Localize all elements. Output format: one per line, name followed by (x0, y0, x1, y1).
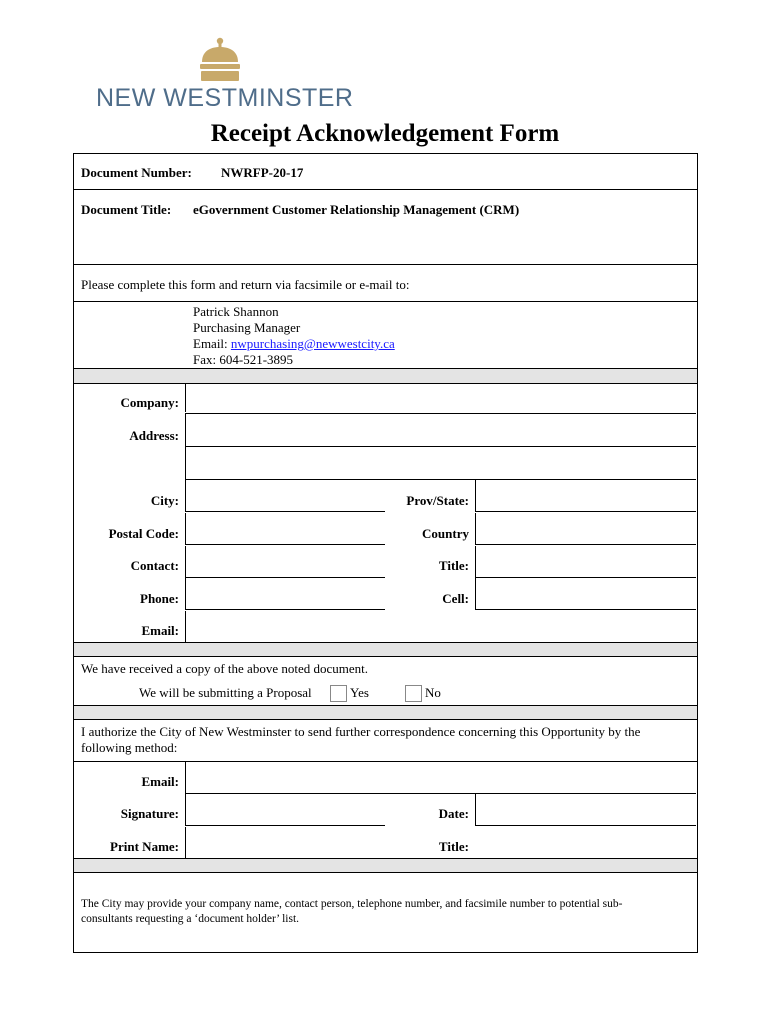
contact-email-line (193, 336, 395, 352)
phone-field-underline (185, 609, 385, 610)
postal-code-label: Postal Code: (108, 526, 179, 541)
city-field-underline (185, 511, 385, 512)
contact-role: Purchasing Manager (193, 320, 301, 335)
divider (74, 301, 697, 302)
email-label: Email: (141, 623, 179, 638)
authorize-statement-line1: I authorize the City of New Westminster to send further correspondence concerning this Opportunity by the (81, 724, 641, 739)
auth-title-label: Title: (438, 839, 469, 854)
cell-field[interactable] (476, 578, 696, 609)
country-field[interactable] (476, 513, 696, 544)
contact-label: Contact: (130, 558, 179, 573)
city-field[interactable] (186, 480, 384, 511)
date-label: Date: (438, 806, 469, 821)
doc-title-value: eGovernment Customer Relationship Management (CRM) (193, 202, 520, 217)
proposal-prompt: We will be submitting a Proposal (139, 685, 312, 700)
divider (74, 189, 697, 190)
section-separator (74, 705, 697, 720)
date-field-underline (475, 825, 696, 826)
form-title: Receipt Acknowledgement Form (210, 120, 560, 147)
city-label: City: (150, 493, 179, 508)
contact-fax: Fax: 604-521-3895 (193, 352, 294, 367)
auth-email-label: Email: (141, 774, 179, 789)
contact-field[interactable] (186, 546, 384, 576)
auth-email-field[interactable] (186, 762, 696, 793)
logo (196, 36, 244, 84)
signature-field-underline (185, 825, 385, 826)
address-label: Address: (129, 428, 179, 443)
yes-label: Yes (350, 685, 369, 700)
address-field-line1[interactable] (186, 414, 696, 445)
no-checkbox[interactable] (405, 685, 422, 702)
email-field[interactable] (186, 611, 696, 642)
section-separator (74, 642, 697, 657)
instructions-text: Please complete this form and return via facsimile or e-mail to: (81, 277, 410, 292)
no-label: No (425, 685, 441, 700)
yes-checkbox[interactable] (330, 685, 347, 702)
prov-state-label: Prov/State: (406, 493, 469, 508)
date-field[interactable] (476, 794, 696, 825)
footer-note (81, 897, 622, 927)
crown-icon (196, 36, 244, 84)
title-field[interactable] (476, 546, 696, 576)
title-label: Title: (438, 558, 469, 573)
doc-number-value: NWRFP-20-17 (221, 165, 304, 180)
prov-state-field[interactable] (476, 480, 696, 511)
authorize-statement-line2: following method: (81, 740, 178, 755)
contact-email-link[interactable]: nwpurchasing@newwestcity.ca (230, 336, 395, 351)
logo-wordmark: NEW WESTMINSTER (96, 84, 354, 112)
print-name-field[interactable] (186, 827, 384, 858)
auth-title-field[interactable] (476, 827, 696, 858)
divider (74, 264, 697, 265)
postal-code-field-underline (185, 544, 385, 545)
doc-title-label: Document Title: (81, 202, 172, 217)
print-name-label: Print Name: (110, 839, 179, 854)
cell-field-underline (475, 609, 696, 610)
postal-code-field[interactable] (186, 513, 384, 544)
country-label: Country (422, 526, 469, 541)
section-separator (74, 368, 697, 384)
phone-field[interactable] (186, 578, 384, 609)
prov-state-field-underline (475, 511, 696, 512)
contact-name: Patrick Shannon (193, 304, 279, 319)
doc-number-label: Document Number: (81, 165, 192, 180)
footer-line2: consultants requesting a ‘document holder’ list. (81, 913, 300, 925)
signature-label: Signature: (120, 806, 179, 821)
company-label: Company: (120, 395, 179, 410)
contact-email-prefix: Email: (193, 336, 231, 351)
country-field-underline (475, 544, 696, 545)
address-field-line2[interactable] (186, 447, 696, 478)
section-separator (74, 858, 697, 873)
phone-label: Phone: (140, 591, 179, 606)
company-field[interactable] (186, 383, 696, 412)
received-statement: We have received a copy of the above noted document. (81, 661, 368, 676)
cell-label: Cell: (442, 591, 469, 606)
footer-line1: The City may provide your company name, contact person, telephone number, and facsimile number to potential sub- (81, 898, 623, 910)
signature-field[interactable] (186, 794, 384, 825)
